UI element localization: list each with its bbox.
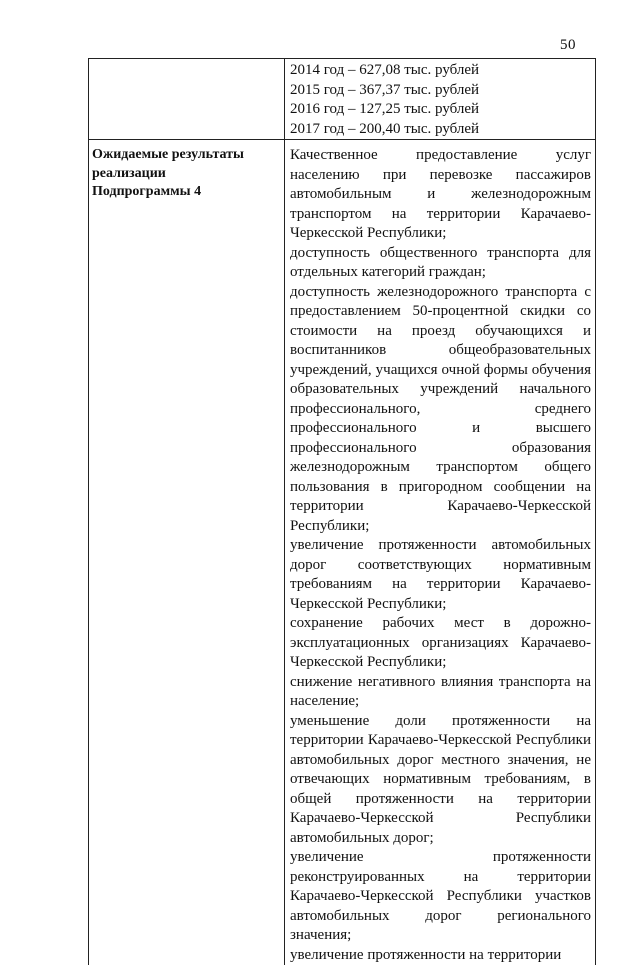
- results-heading-line: Ожидаемые результаты: [92, 146, 284, 165]
- result-paragraph: снижение негативного влияния транспорта на население;: [290, 673, 591, 712]
- funding-row: [89, 59, 596, 140]
- result-paragraph: уменьшение доли протяженности на территории Карачаево-Черкесской Республики автомобильных дорог местного значения, не отвечающих нормативным требованиям, в общей протяженности на территории Карачаево-Черкесской Республики автомобильных дорог;: [290, 712, 591, 849]
- result-paragraph: сохранение рабочих мест в дорожно-эксплуатационных организациях Карачаево-Черкесской Республики;: [290, 614, 591, 673]
- result-paragraph: увеличение протяженности автомобильных дорог соответствующих нормативным требованиям на территории Карачаево-Черкесской Республики;: [290, 536, 591, 614]
- result-paragraph: Качественное предоставление услуг населению при перевозке пассажиров автомобильным и железнодорожным транспортом на территории Карачаево-Черкесской Республики;: [290, 146, 591, 244]
- page-number: 50: [560, 37, 576, 54]
- funding-line: 2015 год – 367,37 тыс. рублей: [290, 81, 591, 101]
- result-paragraph: увеличение протяженности на территории: [290, 946, 591, 965]
- funding-line: 2014 год – 627,08 тыс. рублей: [290, 61, 591, 81]
- result-paragraph: доступность общественного транспорта для отдельных категорий граждан;: [290, 244, 591, 283]
- results-heading-cell: [89, 140, 285, 965]
- funding-line: 2016 год – 127,25 тыс. рублей: [290, 100, 591, 120]
- results-row: [89, 140, 596, 965]
- results-text-cell: [285, 140, 596, 965]
- result-paragraph: увеличение протяженности реконструированных на территории Карачаево-Черкесской Республики участков автомобильных дорог регионального значения;: [290, 848, 591, 946]
- result-paragraph: доступность железнодорожного транспорта с предоставлением 50-процентной скидки со стоимости на проезд обучающихся и воспитанников общеобразовательных учреждений, учащихся очной формы обучения образовательных учреждений начального профессионального, среднего профессионального и высшего профессионального образования железнодорожным транспортом общего пользования в пригородном сообщении на территории Карачаево-Черкесской Республики;: [290, 283, 591, 537]
- funding-label-cell: [89, 59, 285, 140]
- results-heading-line: Подпрограммы 4: [92, 183, 284, 202]
- funding-values-cell: [285, 59, 596, 140]
- subprogram-table: [88, 58, 596, 965]
- results-heading-line: реализации: [92, 165, 284, 184]
- funding-line: 2017 год – 200,40 тыс. рублей: [290, 120, 591, 140]
